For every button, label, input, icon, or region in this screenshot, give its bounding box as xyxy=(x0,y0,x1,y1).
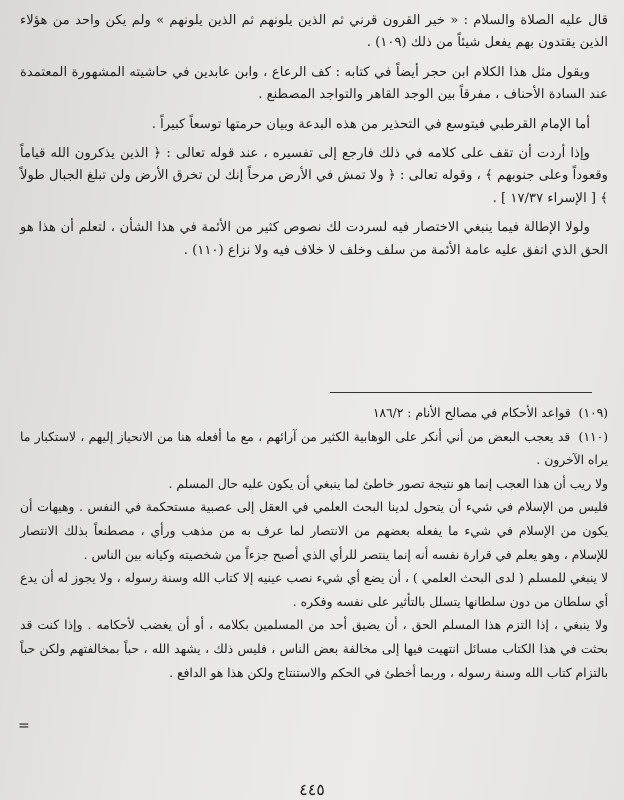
margin-mark: = xyxy=(18,718,30,734)
footnote-text: قواعد الأحكام في مصالح الأنام : ١٨٦/٢ xyxy=(372,406,571,420)
footnote-line: لا ينبغي للمسلم ( لدى البحث العلمي ) ، أن يضع أي شيء نصب عينيه إلا كتاب الله وسنة رسوله ، ولا يجوز له أن يدع أي سلطان من دون سلطانها يتسلل بالتأثير على نفسه وفكره . xyxy=(20,571,608,609)
footnote-line: فليس من الإسلام في شيء أن يتحول لدينا البحث العلمي في العقل إلى عصبية مستحكمة في النفس . وهيهات أن يكون من الإسلام في شيء ما يفعله بعضهم من الانتصار لما عرف به من مذهب ورأي ، مصطنعاً بذلك الانتصار للإسلام ، وهو يعلم في قرارة نفسه أنه إنما ينتصر للرأي الذي أصبح جزءاً من شخصيته وكيانه بين الناس . xyxy=(20,500,608,562)
footnote-divider xyxy=(330,392,592,393)
footnotes xyxy=(20,402,608,685)
footnote-109 xyxy=(20,402,608,426)
footnote-text: قد يعجب البعض من أني أنكر على الوهابية الكثير من آرائهم ، مع ما أفعله هنا من الانحياز إليهم ، لاستكبار ما يراه الآخرون . xyxy=(20,429,608,468)
footnote-110 xyxy=(20,426,608,473)
paragraph: أما الإمام القرطبي فيتوسع في التحذير من هذه البدعة وبيان حرمتها توسعاً كبيراً . xyxy=(151,116,590,132)
page-number: ٤٤٥ xyxy=(299,780,325,799)
paragraph: ولولا الإطالة فيما ينبغي الاختصار فيه لسردت لك نصوص كثير من الأئمة في هذا الشأن ، لتعلم أن هذا هو الحق الذي اتفق عليه عامة الأئمة من سلف وخلف لا خلاف فيه ولا نزاع (١١٠) . xyxy=(20,220,608,258)
paragraph: ويقول مثل هذا الكلام ابن حجر أيضاً في كتابه : كف الرعاع ، وابن عابدين في حاشيته المشهورة المعتمدة عند السادة الأحناف ، مفرقاً بين الوجد القاهر والتواجد المصطنع . xyxy=(20,64,608,103)
footnote-line: ولا ينبغي ، إذا التزم هذا المسلم الحق ، أن يضيق أحد من المسلمين بكلامه ، أو أن يغضب لأحكامه . وإذا كنت قد بحثت في هذا الكتاب مسائل انتهيت فيها إلى مخالفة بعض الناس ، فليس ذلك ، يشهد الله ، حباً بمخالفتهم ولكن حباً بالتزام كتاب الله وسنة رسوله ، وربما أخطئ في الحكم والاستنتاج ولكن هذا هو الدافع . xyxy=(20,618,608,680)
paragraph: وإذا أردت أن تقف على كلامه في ذلك فارجع إلى تفسيره ، عند قوله تعالى : ﴿ الذين يذكرون الله قياماً وقعوداً وعلى جنوبهم ﴾ ، وقوله تعالى : ﴿ ولا تمش في الأرض مرحاً إنك لن تخرق الأرض ولن تبلغ الجبال طولاً ﴾ [ الإسراء ١٧/٣٧ ] . xyxy=(20,146,608,206)
footnote-line: ولا ريب أن هذا العجب إنما هو نتيجة تصور خاطئ لما ينبغي أن يكون عليه حال المسلم . xyxy=(168,476,608,491)
paragraph: قال عليه الصلاة والسلام : « خير القرون قرني ثم الذين يلونهم ثم الذين يلونهم » ولم يكن واحد من هؤلاء الذين يقتدون بهم يفعل شيئاً من ذلك (١٠٩) . xyxy=(20,13,608,51)
main-text xyxy=(20,10,608,269)
footnote-number: (١٠٩) xyxy=(578,406,608,420)
footnote-number: (١١٠) xyxy=(578,429,608,444)
